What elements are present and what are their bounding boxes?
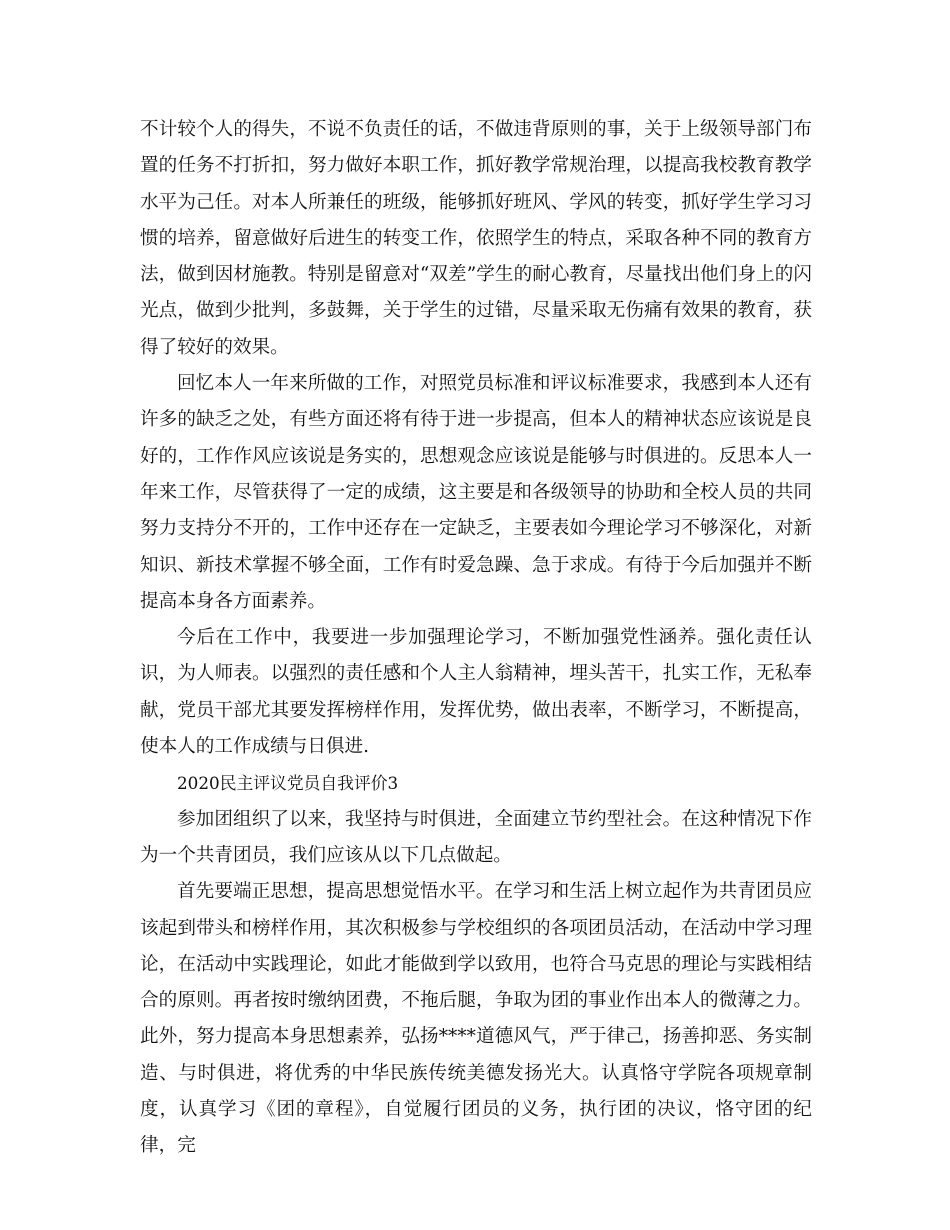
paragraph-thoughts: 首先要端正思想，提高思想觉悟水平。在学习和生活上树立起作为共青团员应该起到带头和榜样作用，其次积极参与学校组织的各项团员活动，在活动中学习理论，在活动中实践理论，如此才能做到学以致用，也符合马克思的理论与实践相结合的原则。再者按时缴纳团费，不拖后腿，争取为团的事业作出本人的微薄之力。此外，努力提高本身思想素养，弘扬****道德风气，严于律己，扬善抑恶、务实制造、与时俱进，将优秀的中华民族传统美德发扬光大。认真恪守学院各项规章制度，认真学习《团的章程》，自觉履行团员的义务，执行团的决议，恪守团的纪律，完 [140, 881, 812, 1157]
section-heading: 2020民主评议党员自我评价3 [177, 773, 399, 794]
document-body [140, 112, 812, 1165]
paragraph-reflection: 回忆本人一年来所做的工作，对照党员标准和评议标准要求，我感到本人还有许多的缺乏之处，有些方面还将有待于进一步提高，但本人的精神状态应该说是良好的，工作作风应该说是务实的，思想观念应该说是能够与时俱进的。反思本人一年来工作，尽管获得了一定的成绩，这主要是和各级领导的协助和全校人员的共同努力支持分不开的，工作中还存在一定缺乏，主要表如今理论学习不够深化，对新知识、新技术掌握不够全面，工作有时爱急躁、急于求成。有待于今后加强并不断提高本身各方面素养。 [140, 373, 812, 612]
paragraph-joining-league: 参加团组织了以来，我坚持与时俱进，全面建立节约型社会。在这种情况下作为一个共青团员，我们应该从以下几点做起。 [140, 808, 812, 866]
paragraph-continued: 不计较个人的得失，不说不负责任的话，不做违背原则的事，关于上级领导部门布置的任务不打折扣，努力做好本职工作，抓好教学常规治理，以提高我校教育教学水平为己任。对本人所兼任的班级，能够抓好班风、学风的转变，抓好学生学习习惯的培养，留意做好后进生的转变工作，依照学生的特点，采取各种不同的教育方法，做到因材施教。特别是留意对“双差”学生的耐心教育，尽量找出他们身上的闪光点，做到少批判，多鼓舞，关于学生的过错，尽量采取无伤痛有效果的教育，获得了较好的效果。 [140, 119, 812, 358]
paragraph-future-plan: 今后在工作中，我要进一步加强理论学习，不断加强党性涵养。强化责任认识，为人师表。以强烈的责任感和个人主人翁精神，埋头苦干，扎实工作，无私奉献，党员干部尤其要发挥榜样作用，发挥优势，做出表率，不断学习，不断提高，使本人的工作成绩与日俱进. [140, 627, 812, 758]
